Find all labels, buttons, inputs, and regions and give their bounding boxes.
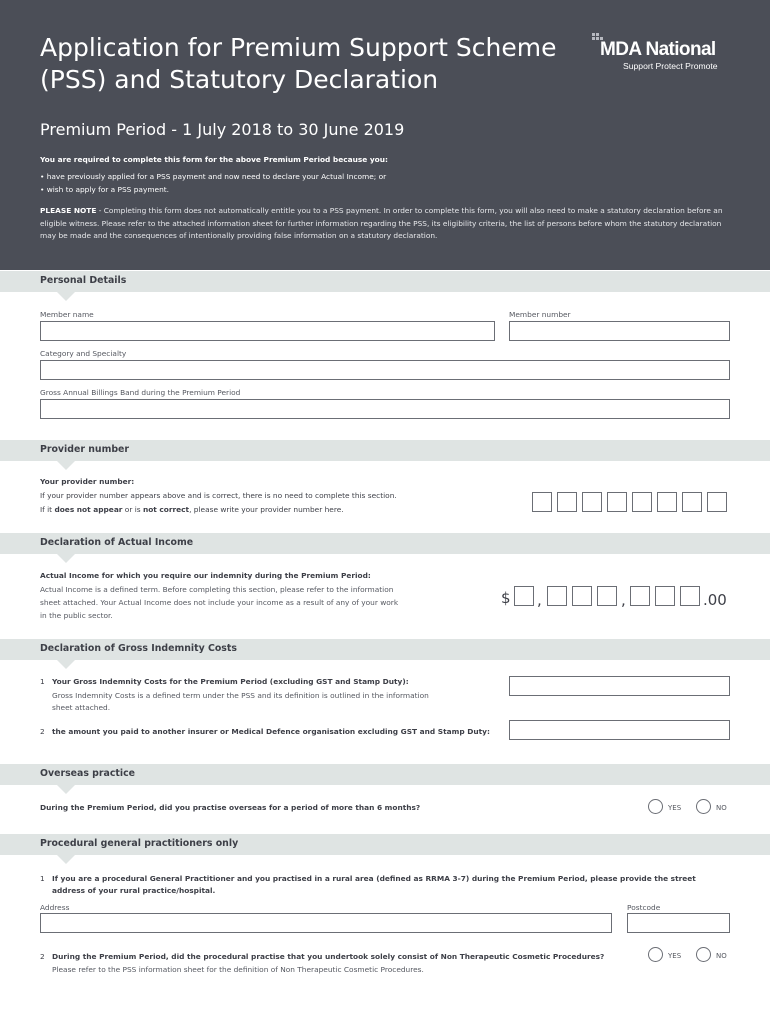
section-procedural-gp bbox=[0, 834, 770, 855]
category-label: Category and Specialty bbox=[40, 349, 127, 358]
billings-label: Gross Annual Billings Band during the Premium Period bbox=[40, 388, 241, 397]
gross-costs-field[interactable] bbox=[509, 676, 730, 696]
actual-income-subheading: Actual Income for which you require our indemnity during the Premium Period: bbox=[40, 571, 371, 580]
section-heading: Procedural general practitioners only bbox=[40, 838, 239, 849]
section-heading: Provider number bbox=[40, 444, 130, 455]
member-number-field[interactable] bbox=[509, 321, 730, 341]
other-insurer-question: the amount you paid to another insurer or Medical Defence organisation excluding GST and Stamp Duty: bbox=[52, 727, 490, 736]
income-digit-box[interactable] bbox=[630, 586, 650, 606]
section-personal-details bbox=[0, 271, 770, 292]
cosmetic-no-radio[interactable] bbox=[696, 947, 711, 962]
form-title-line1: Application for Premium Support Scheme bbox=[40, 33, 557, 62]
section-actual-income bbox=[0, 533, 770, 554]
gross-costs-desc-2: sheet attached. bbox=[52, 703, 111, 712]
rural-question-line-2: address of your rural practice/hospital. bbox=[52, 886, 216, 895]
overseas-yes-label: YES bbox=[668, 804, 682, 812]
cosmetic-question-note: Please refer to the PSS information sheet for the definition of Non Therapeutic Cosmetic Procedures. bbox=[52, 965, 424, 974]
form-title bbox=[40, 32, 557, 96]
provider-digit-box[interactable] bbox=[582, 492, 602, 512]
overseas-question: During the Premium Period, did you practise overseas for a period of more than 6 months? bbox=[40, 803, 421, 812]
provider-digit-box[interactable] bbox=[657, 492, 677, 512]
section-pointer-icon bbox=[57, 660, 75, 669]
member-name-label: Member name bbox=[40, 310, 94, 319]
question-number: 2 bbox=[40, 727, 45, 736]
actual-income-desc-3: in the public sector. bbox=[40, 611, 113, 620]
section-provider-number bbox=[0, 440, 770, 461]
actual-income-desc-1: Actual Income is a defined term. Before completing this section, please refer to the information bbox=[40, 585, 394, 594]
please-note bbox=[40, 205, 730, 243]
address-label: Address bbox=[40, 903, 70, 912]
question-number: 1 bbox=[40, 874, 45, 883]
overseas-no-radio[interactable] bbox=[696, 799, 711, 814]
form-title-line2: (PSS) and Statutory Declaration bbox=[40, 65, 439, 94]
logo-name: MDA National bbox=[600, 39, 716, 60]
member-name-field[interactable] bbox=[40, 321, 495, 341]
provider-digit-box[interactable] bbox=[707, 492, 727, 512]
section-pointer-icon bbox=[57, 785, 75, 794]
billings-field[interactable] bbox=[40, 399, 730, 419]
postcode-field[interactable] bbox=[627, 913, 730, 933]
cosmetic-yes-radio[interactable] bbox=[648, 947, 663, 962]
provider-digit-box[interactable] bbox=[632, 492, 652, 512]
section-heading: Declaration of Gross Indemnity Costs bbox=[40, 643, 237, 654]
income-digit-box[interactable] bbox=[547, 586, 567, 606]
rural-question-line-1: If you are a procedural General Practitioner and you practised in a rural area (defined as RRMA 3-7) during the Premium Period, please provide the street bbox=[52, 874, 696, 883]
section-pointer-icon bbox=[57, 292, 75, 301]
provider-instruction-2: If it does not appear or is not correct, please write your provider number here. bbox=[40, 505, 344, 514]
gross-costs-question-1: Your Gross Indemnity Costs for the Premium Period (excluding GST and Stamp Duty): bbox=[52, 677, 409, 686]
provider-instruction-1: If your provider number appears above and is correct, there is no need to complete this section. bbox=[40, 491, 397, 500]
overseas-no-label: NO bbox=[716, 804, 727, 812]
form-header bbox=[0, 0, 770, 270]
currency-symbol: $ bbox=[501, 589, 511, 607]
actual-income-desc-2: sheet attached. Your Actual Income does not include your income as a result of any of your work bbox=[40, 598, 399, 607]
address-field[interactable] bbox=[40, 913, 612, 933]
gross-costs-desc-1: Gross Indemnity Costs is a defined term under the PSS and its definition is outlined in the information bbox=[52, 691, 429, 700]
question-number: 2 bbox=[40, 952, 45, 961]
premium-period-heading: Premium Period - 1 July 2018 to 30 June 2019 bbox=[40, 120, 405, 139]
please-note-label: PLEASE NOTE bbox=[40, 206, 97, 215]
other-insurer-field[interactable] bbox=[509, 720, 730, 740]
cents-suffix: .00 bbox=[703, 591, 727, 609]
cosmetic-yes-label: YES bbox=[668, 952, 682, 960]
provider-digit-box[interactable] bbox=[682, 492, 702, 512]
section-pointer-icon bbox=[57, 554, 75, 563]
section-heading: Personal Details bbox=[40, 275, 127, 286]
thousands-separator: , bbox=[621, 591, 626, 609]
member-number-label: Member number bbox=[509, 310, 571, 319]
provider-digit-box[interactable] bbox=[532, 492, 552, 512]
intro-bullet: • have previously applied for a PSS payment and now need to declare your Actual Income; or bbox=[40, 172, 387, 181]
provider-digit-box[interactable] bbox=[557, 492, 577, 512]
intro-bullet: • wish to apply for a PSS payment. bbox=[40, 185, 169, 194]
section-overseas-practice bbox=[0, 764, 770, 785]
cosmetic-question: During the Premium Period, did the procedural practise that you undertook solely consist of Non Therapeutic Cosmetic Procedures? bbox=[52, 952, 605, 961]
section-gross-indemnity-costs bbox=[0, 639, 770, 660]
cosmetic-no-label: NO bbox=[716, 952, 727, 960]
intro-text: You are required to complete this form for the above Premium Period because you: bbox=[40, 155, 388, 164]
income-digit-box[interactable] bbox=[572, 586, 592, 606]
intro-bullets bbox=[40, 170, 386, 196]
thousands-separator: , bbox=[537, 591, 542, 609]
logo-tagline: Support Protect Promote bbox=[623, 61, 718, 71]
income-digit-box[interactable] bbox=[597, 586, 617, 606]
category-field[interactable] bbox=[40, 360, 730, 380]
overseas-yes-radio[interactable] bbox=[648, 799, 663, 814]
provider-digit-box[interactable] bbox=[607, 492, 627, 512]
section-pointer-icon bbox=[57, 855, 75, 864]
provider-subheading: Your provider number: bbox=[40, 477, 135, 486]
please-note-text: - Completing this form does not automatically entitle you to a PSS payment. In order to complete this form, you will also need to make a statutory declaration before an eligible witness. Please refer to the attached information sheet for further information regarding the PSS, its eligibility criteria, the list of persons before whom the statutory declaration may be made and the consequences of intentionally providing false information on a statutory declaration. bbox=[40, 206, 723, 240]
income-digit-box[interactable] bbox=[514, 586, 534, 606]
section-heading: Overseas practice bbox=[40, 768, 135, 779]
section-pointer-icon bbox=[57, 461, 75, 470]
income-digit-box[interactable] bbox=[655, 586, 675, 606]
section-heading: Declaration of Actual Income bbox=[40, 537, 194, 548]
mda-national-logo bbox=[592, 33, 732, 75]
question-number: 1 bbox=[40, 677, 45, 686]
income-digit-box[interactable] bbox=[680, 586, 700, 606]
postcode-label: Postcode bbox=[627, 903, 661, 912]
